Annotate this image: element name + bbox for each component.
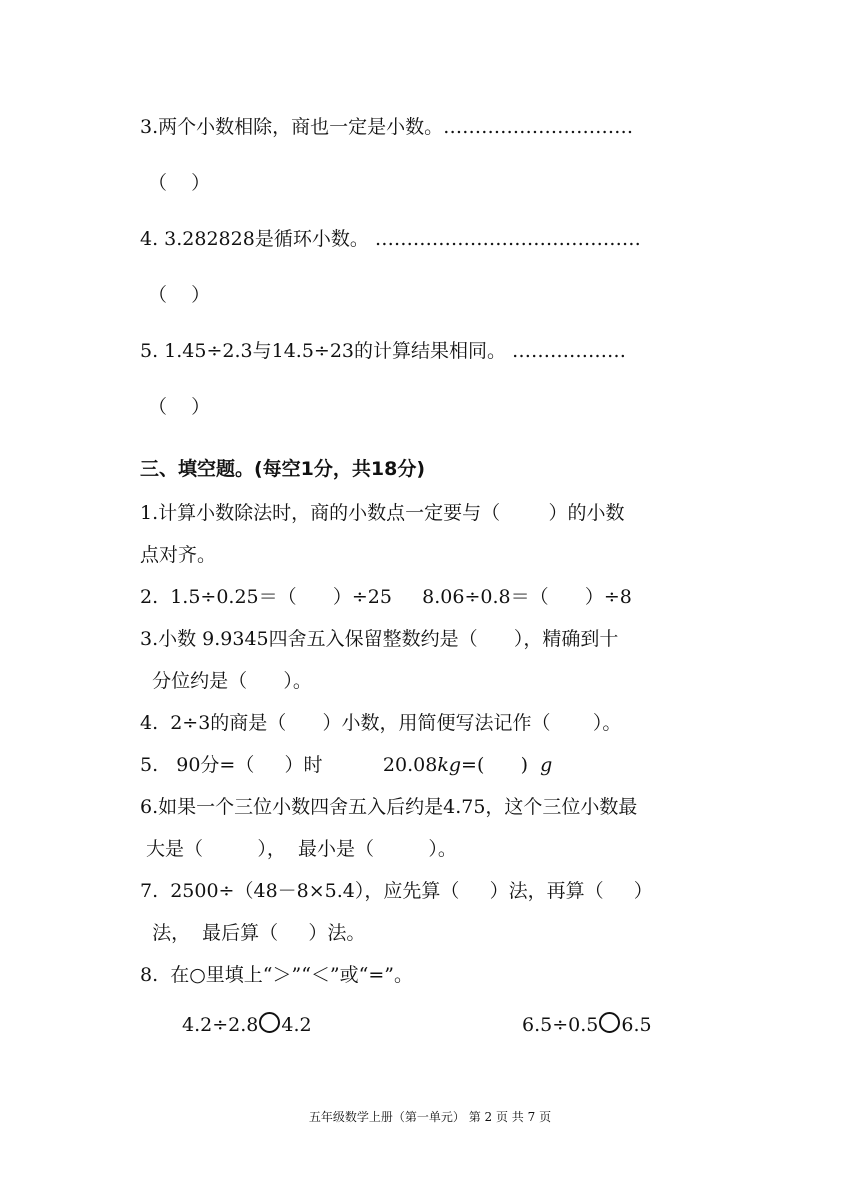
answer-blank-3[interactable]: （ ） [148, 172, 211, 194]
fill-q3-line2: 分位约是（ ）。 [140, 670, 312, 692]
compare-left [182, 1012, 312, 1038]
fill-q1-line2: 点对齐。 [140, 544, 217, 566]
fill-q2: 2. 1.5÷0.25＝（ ）÷25 8.06÷0.8＝（ ）÷8 [140, 586, 632, 608]
fill-q6-line2: 大是（ ）， 最小是（ ）。 [140, 838, 457, 860]
fill-q3-line1: 3.小数 9.9345四舍五入保留整数约是（ ），精确到十 [140, 628, 619, 650]
fill-q5-part2: =( ) [461, 754, 541, 776]
page-footer: 五年级数学上册（第一单元） 第 2 页 共 7 页 [308, 1110, 552, 1124]
compare-circle-left[interactable] [259, 1012, 280, 1033]
compare-circle-right[interactable] [599, 1012, 620, 1033]
fill-q1-line1: 1.计算小数除法时，商的小数点一定要与（ ）的小数 [140, 502, 625, 524]
compare-left-expr: 4.2÷2.8 [182, 1014, 259, 1036]
fill-q4: 4. 2÷3的商是（ ）小数，用简便写法记作（ ）。 [140, 712, 622, 734]
answer-blank-4[interactable]: （ ） [148, 284, 211, 306]
fill-q7-line2: 法， 最后算（ ）法。 [140, 922, 366, 944]
answer-blank-5[interactable]: （ ） [148, 396, 211, 418]
fill-q5 [140, 752, 552, 778]
compare-right-value: 6.5 [621, 1014, 652, 1036]
unit-g: g [540, 754, 553, 776]
question-4-text: 4. 3.282828是循环小数。 …………………………………… [140, 228, 641, 250]
question-3-text: 3.两个小数相除，商也一定是小数。………………………… [140, 116, 634, 138]
fill-q6-line1: 6.如果一个三位小数四舍五入后约是4.75，这个三位小数最 [140, 796, 638, 818]
compare-right [522, 1012, 652, 1038]
unit-kg: kg [437, 754, 462, 776]
fill-q8: 8. 在○里填上“＞”“＜”或“=”。 [140, 964, 413, 986]
fill-q7-line1: 7. 2500÷（48－8×5.4），应先算（ ）法，再算（ ） [140, 880, 653, 902]
compare-right-expr: 6.5÷0.5 [522, 1014, 599, 1036]
section-title: 三、填空题。(每空1分，共18分) [140, 458, 426, 480]
question-5-text: 5. 1.45÷2.3与14.5÷23的计算结果相同。 ……………… [140, 340, 627, 362]
fill-q5-part1: 5. 90分=（ ）时 20.08 [140, 754, 438, 776]
compare-left-value: 4.2 [281, 1014, 312, 1036]
